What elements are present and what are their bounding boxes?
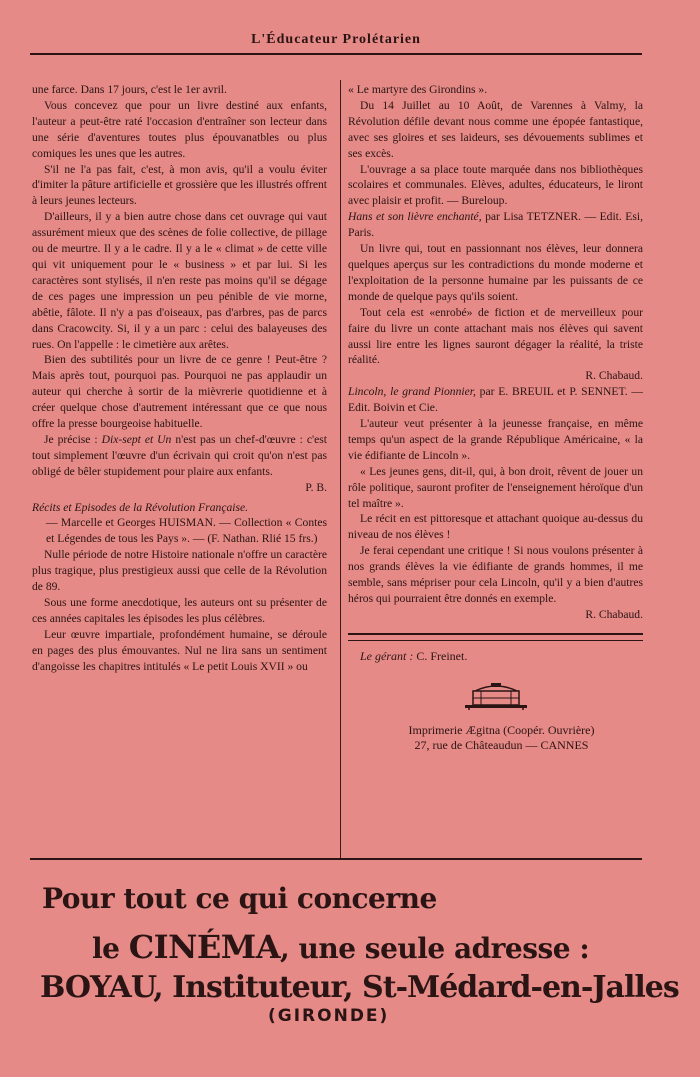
ad-line-2 — [92, 928, 589, 966]
ad-line-3: BOYAU, Instituteur, St-Médard-en-Jalles — [40, 970, 679, 1005]
journal-header: L'Éducateur Prolétarien — [251, 32, 421, 47]
signature-chabaud-2: R. Chabaud. — [585, 607, 643, 621]
gerant-name: C. Freinet. — [416, 648, 468, 663]
gerant-line — [348, 649, 643, 665]
gerant-label: Le gérant : — [360, 648, 414, 663]
right-paragraph-7: « Les jeunes gens, dit-il, qui, à bon droit, rêvent de jouer un rôle politique, sauront profiter de l'enseignement héroïque d'un tel maître ». — [348, 464, 643, 510]
ad-line-1: Pour tout ce qui concerne — [42, 882, 437, 915]
printing-press-icon — [461, 679, 531, 713]
left-paragraph-9: Leur œuvre impartiale, profondément humaine, se déroule en pages des plus émouvantes. Nul ne lira sans un sentiment d'angoisse les chapitres intitulés « Le petit Louis XVII » ou — [32, 627, 327, 673]
left-paragraph-7: Nulle période de notre Histoire nationale n'offre un caractère plus tragique, plus prestigieux aussi que celle de la Révolution de 89. — [32, 548, 327, 594]
header-rule — [30, 53, 642, 55]
review-credit-revolution: — Marcelle et Georges HUISMAN. — Collection « Contes et Légendes de tous les Pays ». — (F. Nathan. Rlié 15 frs.) — [46, 516, 327, 546]
review-credit-hans: par Lisa TETZNER. — Edit. Esi, Paris. — [348, 210, 643, 240]
left-paragraph-1: une farce. Dans 17 jours, c'est le 1er avril. — [32, 83, 227, 96]
right-paragraph-9: Je ferai cependant une critique ! Si nous voulons présenter à nos grands élèves la vie édifiante de grands hommes, il me semble, sans mépriser pour cela Lincoln, qu'il y a bien d'autres héros qui pourraient être donnés en exemple. — [348, 544, 643, 605]
ad-line-2-start: le — [92, 932, 129, 965]
bottom-rule — [30, 858, 642, 860]
review-title-hans: Hans et son lièvre enchanté, — [348, 210, 482, 224]
ad-line-2-end: , une seule adresse : — [280, 932, 590, 965]
right-paragraph-3: L'ouvrage a sa place toute marquée dans nos bibliothèques scolaires et communales. Elèves, adultes, éducateurs, le liront avec plaisir et profit. — Bureloup. — [348, 162, 643, 208]
left-paragraph-4: D'ailleurs, il y a bien autre chose dans cet ouvrage qui vaut assurément mieux que des scènes de folie collective, de pillage ou de meurtre. Il y a le cadre. Il y a le « climat » de cette ville qui vit uniquement pour le « business » et par lui. Si les caractères sont stylisés, il n'en reste pas moins qu'il se dégage de ces pages une impression un peu pénible de vie morne, abêtie, fâlote. Il n'y a pas d'oiseaux, pas d'arbres, pas de parcs dans Cracowcity. Si, il y a un parc : celui des balayeuses des rues. On l'appelle : le cimetière aux arêtes. — [32, 210, 327, 351]
review-credit-lincoln: par E. BREUIL et P. SENNET. — Edit. Boivin et Cie. — [348, 385, 643, 415]
review-lincoln — [348, 384, 643, 416]
left-paragraph-6-end: n'est pas un chef-d'œuvre : c'est tout simplement l'œuvre d'un écrivain qui croit qu'on n'est pas obligé de bêler stupidement pour plaire aux enfants. — [32, 432, 327, 478]
signature-chabaud-1: R. Chabaud. — [585, 369, 643, 383]
review-title-revolution: Récits et Episodes de la Révolution Française. — [32, 500, 249, 514]
signature-pb: P. B. — [305, 480, 327, 494]
left-paragraph-6 — [32, 432, 327, 480]
left-paragraph-3: S'il ne l'a pas fait, c'est, à mon avis, qu'il a voulu éviter d'imiter la pâture artificielle et grossière que les illustrés offrent à leurs jeunes lecteurs. — [32, 162, 327, 208]
left-paragraph-6-start: Je précise : — [44, 432, 102, 446]
right-paragraph-2: Du 14 Juillet au 10 Août, de Varennes à Valmy, la Révolution défile devant nous comme une épopée fantastique, avec ses gloires et ses laideurs, ses dévouements sublimes et ses excès. — [348, 98, 643, 160]
right-paragraph-8: Le récit en est pittoresque et attachant quoique au-dessus du niveau de nos élèves ! — [348, 512, 643, 542]
right-paragraph-5: Tout cela est «enrobé» de fiction et de merveilleux pour faire du livre un conte attachant mais nos élèves qui savent aussi lire entre les lignes sauront dégager la réalité, la triste réalité. — [348, 305, 643, 367]
ad-cinema-word: CINÉMA — [128, 928, 281, 966]
left-paragraph-8: Sous une forme anecdotique, les auteurs ont su présenter de ces années capitales les épisodes les plus célèbres. — [32, 596, 327, 625]
right-paragraph-1: « Le martyre des Girondins ». — [348, 83, 488, 96]
right-paragraph-4: Un livre qui, tout en passionnant nos élèves, leur donnera quelques aperçus sur les contradictions du monde moderne et l'exploitation de la personne humaine par les puissants de ce monde de quelque pays qu'ils soient. — [348, 242, 643, 303]
right-column — [348, 82, 643, 753]
right-paragraph-6: L'auteur veut présenter à la jeunesse française, en même temps qu'un aspect de la grande République Américaine, « la vie édifiante de Lincoln ». — [348, 417, 643, 462]
review-hans — [348, 209, 643, 241]
double-rule — [348, 633, 643, 641]
printer-line-2: 27, rue de Châteaudun — CANNES — [414, 737, 589, 752]
printer-line-1: Imprimerie Ægitna (Coopér. Ouvrière) — [408, 722, 595, 737]
column-divider — [340, 80, 341, 860]
left-column — [32, 82, 327, 675]
review-title-lincoln: Lincoln, le grand Pionnier, — [348, 385, 476, 399]
book-title-dix-sept: Dix-sept et Un — [101, 432, 172, 446]
ad-line-4: (GIRONDE) — [268, 1006, 390, 1026]
left-paragraph-2: Vous concevez que pour un livre destiné aux enfants, l'auteur a peut-être raté l'occasion d'entraîner son lecteur dans une série d'aventures toutes plus épouvanatbles ou plus comiques les unes que les autres. — [32, 98, 327, 160]
left-paragraph-5: Bien des subtilités pour un livre de ce genre ! Peut-être ? Mais après tout, pourquoi pas. Pourquoi ne pas applaudir un auteur qui cherche à sortir de la mièvrerie quotidienne et à créer quelque chose d'autrement intéressant que ce que nous offre la presse bourgeoise habituelle. — [32, 353, 327, 431]
